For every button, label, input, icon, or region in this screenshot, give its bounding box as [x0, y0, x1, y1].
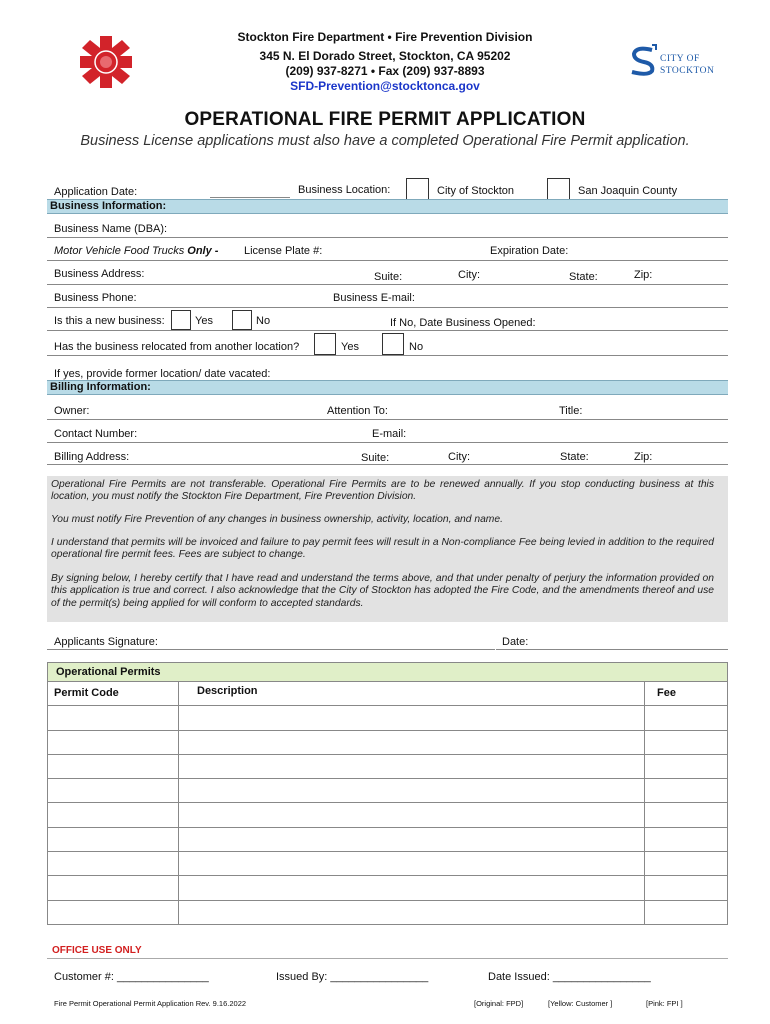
pink-copy-label: [Pink: FPI ]	[646, 999, 683, 1008]
relocated-yes-label: Yes	[341, 341, 359, 353]
description-cell[interactable]	[179, 876, 645, 900]
permit-code-cell[interactable]	[48, 827, 179, 851]
san-joaquin-county-checkbox[interactable]	[547, 178, 570, 201]
business-city-label: City:	[458, 269, 480, 281]
business-address-field[interactable]	[47, 284, 728, 285]
header-line-1: Stockton Fire Department • Fire Prevention Division	[237, 30, 533, 44]
fee-header: Fee	[645, 682, 728, 706]
table-row	[48, 730, 728, 754]
office-use-heading: OFFICE USE ONLY	[52, 945, 142, 956]
fee-cell[interactable]	[645, 852, 728, 876]
operational-permits-heading: Operational Permits	[48, 663, 728, 682]
fee-cell[interactable]	[645, 779, 728, 803]
page-title: OPERATIONAL FIRE PERMIT APPLICATION	[184, 109, 586, 130]
signature-date-field[interactable]	[496, 649, 728, 650]
business-information-heading: Business Information:	[47, 199, 728, 214]
billing-zip-label: Zip:	[634, 451, 653, 463]
customer-number-label: Customer #: _______________	[54, 971, 209, 983]
attention-to-label: Attention To:	[327, 405, 388, 417]
new-business-yes-checkbox[interactable]	[171, 310, 191, 330]
fee-cell[interactable]	[645, 730, 728, 754]
san-joaquin-county-label: San Joaquin County	[578, 185, 678, 197]
date-issued-label: Date Issued: ________________	[488, 971, 651, 983]
description-cell[interactable]	[179, 803, 645, 827]
new-business-yes-label: Yes	[195, 315, 213, 327]
title-label: Title:	[559, 405, 583, 417]
business-phone-label: Business Phone:	[54, 292, 137, 304]
contact-number-field[interactable]	[47, 442, 728, 443]
table-row	[48, 876, 728, 900]
issued-by-label: Issued By: ________________	[276, 971, 429, 983]
table-row	[48, 803, 728, 827]
permit-code-header: Permit Code	[48, 682, 179, 706]
city-of-stockton-logo	[628, 44, 718, 80]
description-cell[interactable]	[179, 852, 645, 876]
table-row	[48, 754, 728, 778]
table-row	[48, 852, 728, 876]
description-cell[interactable]	[179, 730, 645, 754]
billing-email-label: E-mail:	[372, 428, 407, 440]
expiration-date-label: Expiration Date:	[490, 245, 569, 257]
permit-code-cell[interactable]	[48, 779, 179, 803]
new-business-label: Is this a new business:	[54, 315, 165, 327]
date-opened-label: If No, Date Business Opened:	[390, 317, 536, 329]
description-cell[interactable]	[179, 827, 645, 851]
date-opened-field[interactable]	[47, 330, 728, 331]
permit-code-cell[interactable]	[48, 852, 179, 876]
description-cell[interactable]	[179, 900, 645, 924]
owner-field[interactable]	[47, 419, 728, 420]
city-of-stockton-label: City of Stockton	[437, 185, 515, 197]
permit-code-cell[interactable]	[48, 900, 179, 924]
billing-state-label: State:	[560, 451, 589, 463]
description-cell[interactable]	[179, 754, 645, 778]
revision-footer: Fire Permit Operational Permit Application Rev. 9.16.2022	[54, 999, 247, 1008]
terms-paragraph-1: Operational Fire Permits are not transferable. Operational Fire Permits are to be renewed annually. If you stop conducting business at this location, you must notify the Stockton Fire Department, Fire Prevention Division.	[51, 479, 714, 503]
description-header: Description	[179, 682, 645, 706]
permit-code-cell[interactable]	[48, 754, 179, 778]
relocated-yes-checkbox[interactable]	[314, 333, 336, 355]
signature-label: Applicants Signature:	[54, 636, 158, 648]
billing-address-label: Billing Address:	[54, 451, 130, 463]
billing-information-heading: Billing Information:	[47, 380, 728, 395]
business-state-label: State:	[569, 271, 598, 283]
table-row	[48, 827, 728, 851]
header-email-link[interactable]: SFD-Prevention@stocktonca.gov	[290, 79, 480, 93]
terms-paragraph-4: By signing below, I hereby certify that I have read and understand the terms above, and that under penalty of perjury the information provided on this application is true and correct. I also acknowledge that the City of Stockton has adopted the Fire Code, and the amendments thereof and use of the permit(s) being applied for will conform to accepted standards.	[51, 573, 714, 609]
page-subtitle: Business License applications must also have a completed Operational Fire Permit application.	[80, 133, 690, 149]
table-row	[48, 779, 728, 803]
billing-suite-label: Suite:	[361, 452, 390, 464]
city-logo-line-2: STOCKTON	[660, 66, 715, 76]
signature-date-label: Date:	[502, 636, 529, 648]
billing-address-field[interactable]	[47, 464, 728, 465]
fee-cell[interactable]	[645, 803, 728, 827]
fee-cell[interactable]	[645, 876, 728, 900]
terms-paragraph-3: I understand that permits will be invoiced and failure to pay permit fees will result in a Non-compliance Fee being levied in addition to the required operational fire permit fees. Fees are subject to change.	[51, 537, 714, 561]
food-trucks-label: Motor Vehicle Food Trucks Only -	[54, 245, 219, 257]
license-plate-label: License Plate #:	[244, 245, 323, 257]
description-cell[interactable]	[179, 779, 645, 803]
contact-number-label: Contact Number:	[54, 428, 138, 440]
new-business-no-checkbox[interactable]	[232, 310, 252, 330]
application-date-field[interactable]	[210, 197, 290, 198]
business-suite-label: Suite:	[374, 271, 403, 283]
header-address: 345 N. El Dorado Street, Stockton, CA 95202	[259, 49, 511, 63]
billing-city-label: City:	[448, 451, 470, 463]
relocated-no-checkbox[interactable]	[382, 333, 404, 355]
business-phone-field[interactable]	[47, 307, 728, 308]
business-location-label: Business Location:	[298, 184, 391, 196]
permit-code-cell[interactable]	[48, 706, 179, 730]
business-email-label: Business E-mail:	[333, 292, 415, 304]
relocated-no-label: No	[409, 341, 424, 353]
header-phone: (209) 937-8271 • Fax (209) 937-8893	[285, 64, 485, 78]
table-row	[48, 900, 728, 924]
table-row	[48, 706, 728, 730]
business-address-label: Business Address:	[54, 268, 145, 280]
permit-code-cell[interactable]	[48, 730, 179, 754]
fee-cell[interactable]	[645, 754, 728, 778]
description-cell[interactable]	[179, 706, 645, 730]
yellow-copy-label: [Yellow: Customer ]	[548, 999, 613, 1008]
terms-paragraph-2: You must notify Fire Prevention of any changes in business ownership, activity, location, and name.	[51, 514, 503, 525]
city-of-stockton-checkbox[interactable]	[406, 178, 429, 201]
relocated-field[interactable]	[47, 355, 728, 356]
city-logo-line-1: CITY OF	[660, 54, 700, 64]
permit-code-cell[interactable]	[48, 876, 179, 900]
business-name-label: Business Name (DBA):	[54, 223, 168, 235]
license-plate-field[interactable]	[47, 260, 728, 261]
original-copy-label: [Original: FPD]	[474, 999, 524, 1008]
former-location-label: If yes, provide former location/ date vacated:	[54, 368, 271, 380]
fee-cell[interactable]	[645, 706, 728, 730]
new-business-no-label: No	[256, 315, 271, 327]
fee-cell[interactable]	[645, 827, 728, 851]
owner-label: Owner:	[54, 405, 90, 417]
business-name-field[interactable]	[47, 237, 728, 238]
operational-permits-table	[47, 662, 728, 925]
signature-field[interactable]	[47, 649, 495, 650]
permit-code-cell[interactable]	[48, 803, 179, 827]
fee-cell[interactable]	[645, 900, 728, 924]
office-divider	[47, 958, 728, 959]
business-zip-label: Zip:	[634, 269, 653, 281]
application-date-label: Application Date:	[54, 186, 138, 198]
relocated-label: Has the business relocated from another location?	[54, 341, 300, 353]
